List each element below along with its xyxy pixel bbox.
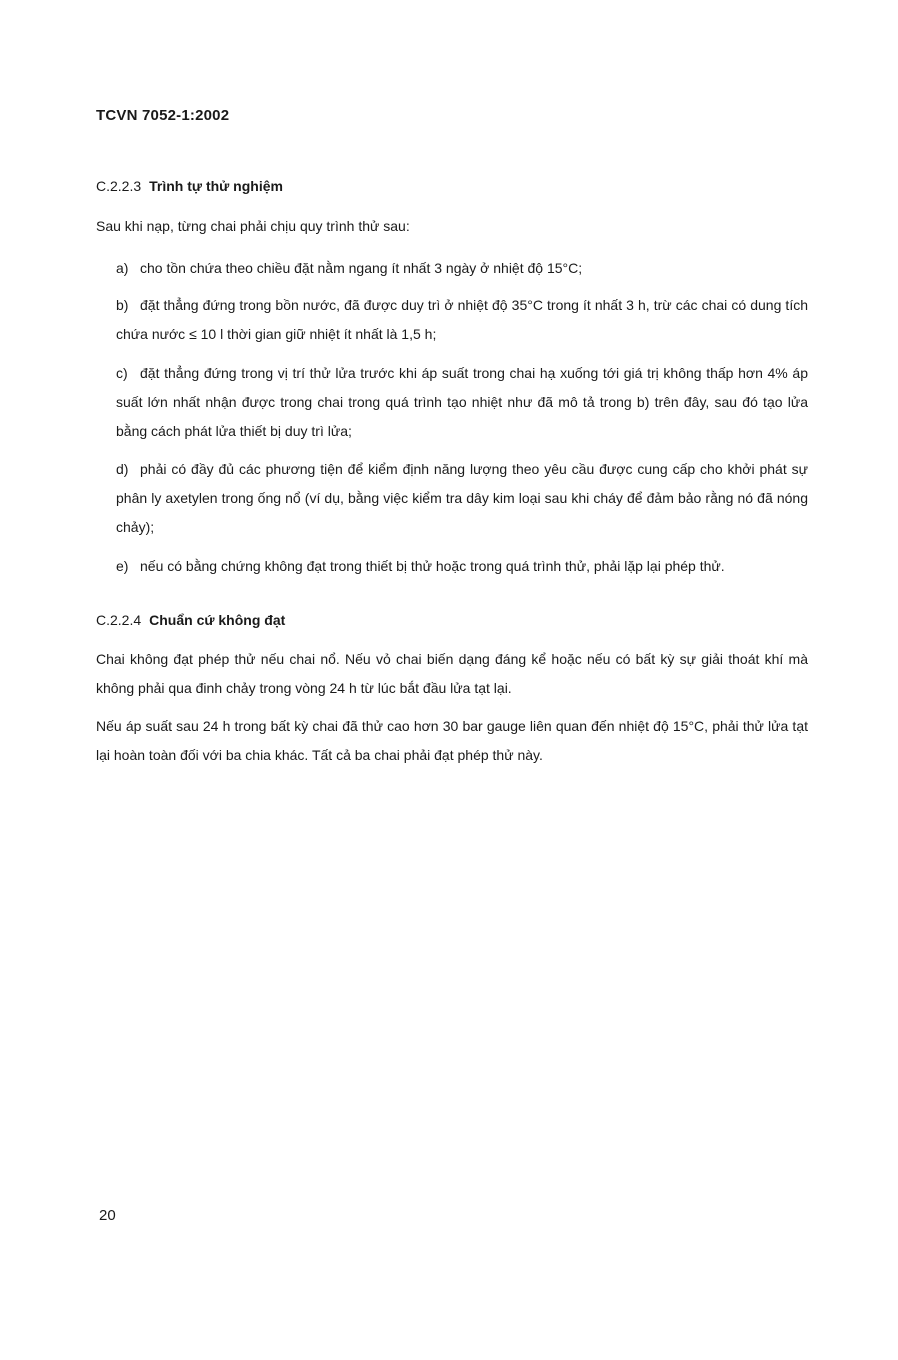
list-item-text: phải có đầy đủ các phương tiện để kiểm định năng lượng theo yêu cầu được cung cấp cho khởi phát sự phân ly axetylen trong ống nổ (ví dụ, bằng việc kiểm tra dây kim loại sau khi cháy để đảm bảo rằng nó đã nóng chảy); [116, 461, 808, 535]
list-item [116, 291, 808, 349]
list-item-text: đặt thẳng đứng trong vị trí thử lửa trước khi áp suất trong chai hạ xuống tới giá trị không thấp hơn 4% áp suất lớn nhất nhận được trong chai trong quá trình tạo nhiệt như đã mô tả trong b) trên đây, sau đó tạo lửa bằng cách phát lửa thiết bị duy trì lửa; [116, 365, 808, 439]
section-title-c223 [96, 178, 283, 194]
document-header: TCVN 7052-1:2002 [96, 107, 230, 124]
list-item-label: d) [116, 461, 129, 477]
section-heading: Trình tự thử nghiệm [149, 178, 283, 194]
list-item-label: b) [116, 297, 129, 313]
section-heading: Chuẩn cứ không đạt [149, 612, 286, 628]
section-intro: Sau khi nạp, từng chai phải chịu quy trình thử sau: [96, 218, 410, 234]
section-number: C.2.2.4 [96, 612, 142, 628]
list-item-label: e) [116, 558, 129, 574]
section-title-c224 [96, 612, 285, 628]
list-item-text: cho tồn chứa theo chiều đặt nằm ngang ít nhất 3 ngày ở nhiệt độ 15°C; [140, 260, 583, 276]
list-item [116, 552, 808, 581]
section-number: C.2.2.3 [96, 178, 142, 194]
paragraph: Chai không đạt phép thử nếu chai nổ. Nếu vỏ chai biến dạng đáng kể hoặc nếu có bất kỳ sự giải thoát khí mà không phải qua đinh chảy trong vòng 24 h từ lúc bắt đầu lửa tạt lại. [96, 651, 808, 696]
paragraph: Nếu áp suất sau 24 h trong bất kỳ chai đã thử cao hơn 30 bar gauge liên quan đến nhiệt độ 15°C, phải thử lửa tạt lại hoàn toàn đối với ba chia khác. Tất cả ba chai phải đạt phép thử này. [96, 718, 808, 763]
list-item [116, 359, 808, 446]
list-item-label: c) [116, 365, 128, 381]
list-item-label: a) [116, 260, 129, 276]
page-number: 20 [99, 1207, 116, 1224]
list-item [116, 455, 808, 542]
list-item-text: nếu có bằng chứng không đạt trong thiết bị thử hoặc trong quá trình thử, phải lặp lại phép thử. [140, 558, 725, 574]
list-item [116, 254, 808, 283]
list-item-text: đặt thẳng đứng trong bồn nước, đã được duy trì ở nhiệt độ 35°C trong ít nhất 3 h, trừ các chai có dung tích chứa nước ≤ 10 l thời gian giữ nhiệt ít nhất là 1,5 h; [116, 297, 808, 342]
